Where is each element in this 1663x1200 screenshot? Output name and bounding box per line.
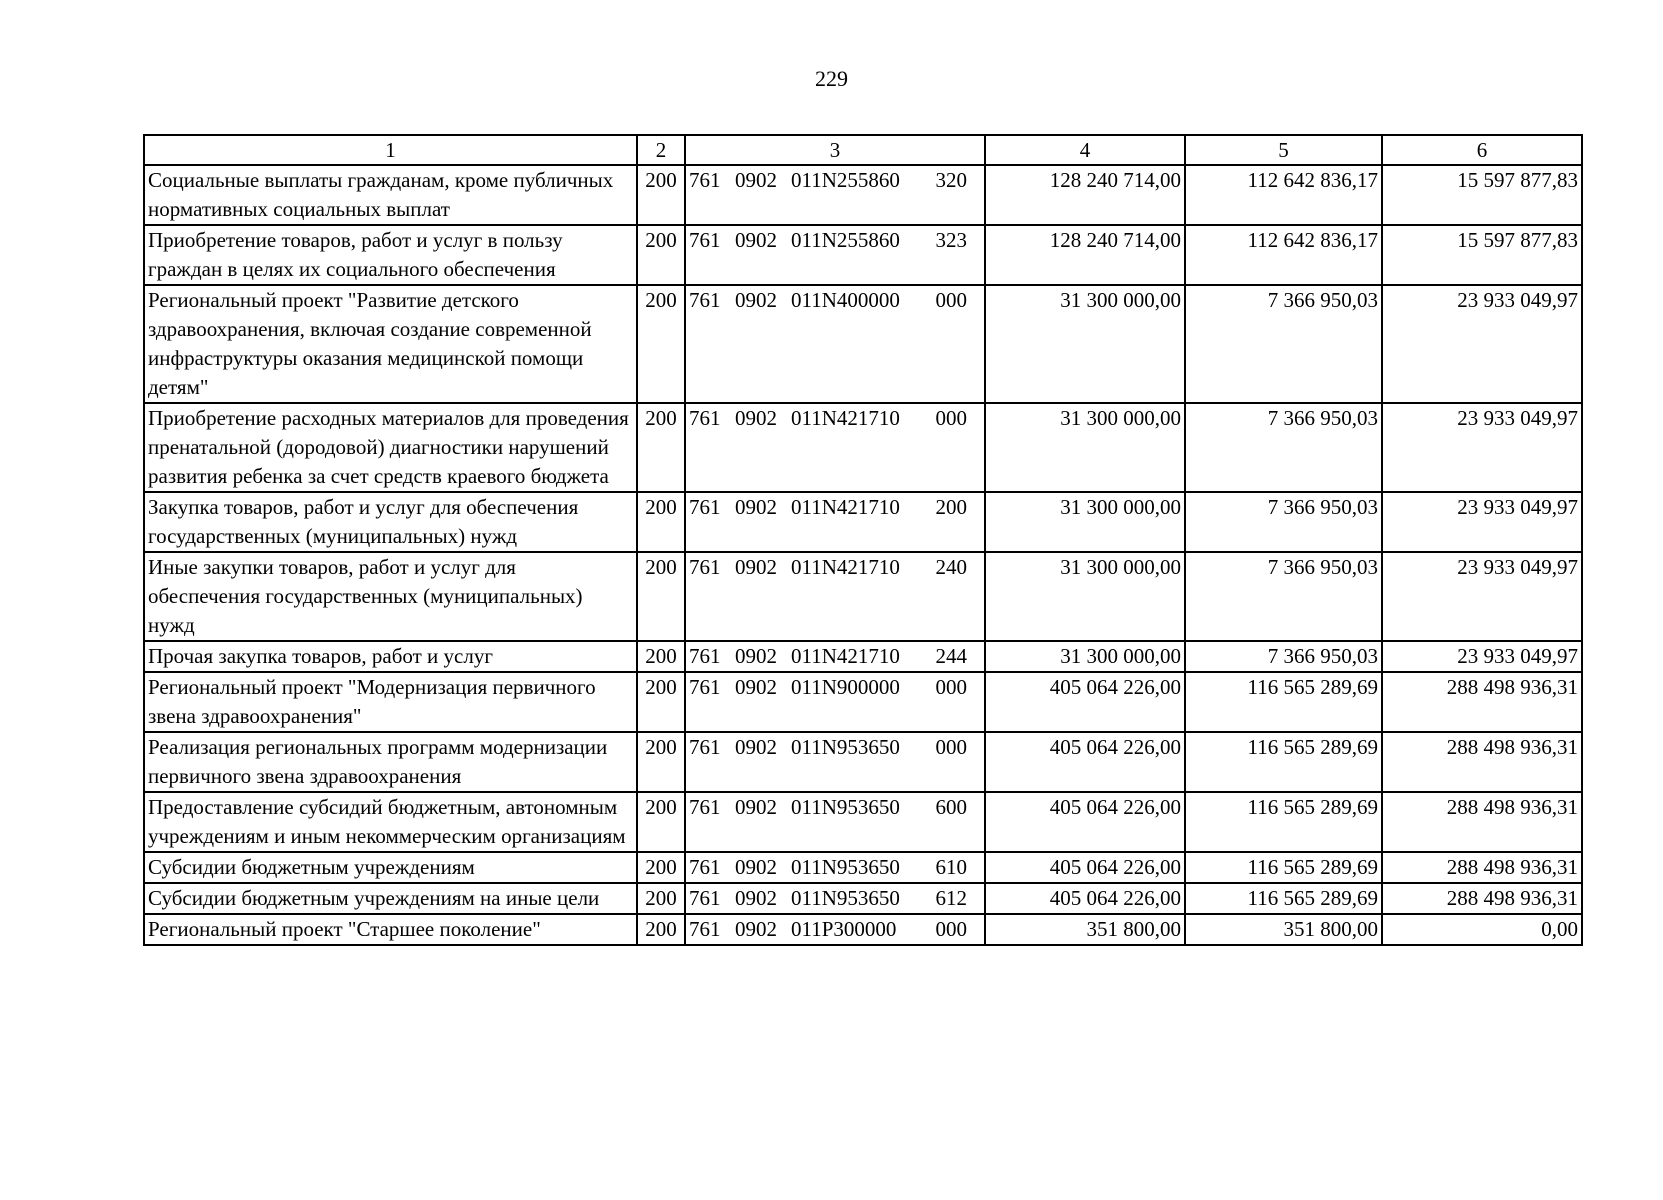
page-number: 229	[815, 66, 848, 91]
grbs-code: 761	[689, 644, 721, 668]
grbs-code: 761	[689, 675, 721, 699]
row-col2: 200	[637, 883, 685, 914]
grbs-code: 761	[689, 855, 721, 879]
expense-type-code: 612	[935, 886, 967, 910]
target-article-code: 011N400000	[791, 288, 900, 312]
row-col4-amount: 128 240 714,00	[985, 165, 1185, 225]
expense-type-code: 200	[935, 495, 967, 519]
row-col5-amount: 7 366 950,03	[1185, 403, 1382, 492]
row-col5-amount: 7 366 950,03	[1185, 492, 1382, 552]
expense-type-code: 000	[935, 288, 967, 312]
grbs-code: 761	[689, 735, 721, 759]
row-col6-amount: 288 498 936,31	[1382, 883, 1582, 914]
expense-type-code: 244	[935, 644, 967, 668]
row-col6-amount: 288 498 936,31	[1382, 852, 1582, 883]
section-code: 0902	[735, 168, 777, 192]
target-article-code: 011N421710	[791, 644, 900, 668]
row-col6-amount: 288 498 936,31	[1382, 792, 1582, 852]
section-code: 0902	[735, 495, 777, 519]
target-article-code: 011N900000	[791, 675, 900, 699]
table-body	[144, 165, 1582, 945]
column-header-1: 1	[144, 135, 637, 165]
row-classification-code	[685, 285, 985, 403]
expense-type-code: 600	[935, 795, 967, 819]
table-row	[144, 285, 1582, 403]
section-code: 0902	[735, 917, 777, 941]
row-col5-amount: 116 565 289,69	[1185, 732, 1382, 792]
row-col6-amount: 0,00	[1382, 914, 1582, 945]
row-col6-amount: 23 933 049,97	[1382, 492, 1582, 552]
row-col4-amount: 31 300 000,00	[985, 285, 1185, 403]
row-name: Субсидии бюджетным учреждениям на иные цели	[144, 883, 637, 914]
row-classification-code	[685, 165, 985, 225]
row-col5-amount: 116 565 289,69	[1185, 672, 1382, 732]
grbs-code: 761	[689, 495, 721, 519]
row-name: Субсидии бюджетным учреждениям	[144, 852, 637, 883]
row-col4-amount: 31 300 000,00	[985, 403, 1185, 492]
section-code: 0902	[735, 855, 777, 879]
table-row	[144, 732, 1582, 792]
expense-type-code: 000	[935, 406, 967, 430]
section-code: 0902	[735, 228, 777, 252]
row-col2: 200	[637, 914, 685, 945]
row-col2: 200	[637, 285, 685, 403]
row-col5-amount: 116 565 289,69	[1185, 852, 1382, 883]
expense-type-code: 240	[935, 555, 967, 579]
target-article-code: 011N255860	[791, 228, 900, 252]
row-col2: 200	[637, 225, 685, 285]
row-col2: 200	[637, 492, 685, 552]
row-name: Предоставление субсидий бюджетным, автономным учреждениям и иным некоммерческим организациям	[144, 792, 637, 852]
row-col4-amount: 405 064 226,00	[985, 792, 1185, 852]
grbs-code: 761	[689, 288, 721, 312]
target-article-code: 011N953650	[791, 855, 900, 879]
row-col2: 200	[637, 672, 685, 732]
expense-type-code: 000	[935, 675, 967, 699]
section-code: 0902	[735, 644, 777, 668]
target-article-code: 011N953650	[791, 735, 900, 759]
row-col5-amount: 7 366 950,03	[1185, 641, 1382, 672]
table-row	[144, 165, 1582, 225]
row-col4-amount: 405 064 226,00	[985, 852, 1185, 883]
target-article-code: 011N421710	[791, 406, 900, 430]
column-header-6: 6	[1382, 135, 1582, 165]
row-col6-amount: 288 498 936,31	[1382, 672, 1582, 732]
row-col2: 200	[637, 852, 685, 883]
grbs-code: 761	[689, 228, 721, 252]
row-classification-code	[685, 672, 985, 732]
row-classification-code	[685, 883, 985, 914]
row-col2: 200	[637, 165, 685, 225]
row-col2: 200	[637, 792, 685, 852]
target-article-code: 011N953650	[791, 795, 900, 819]
column-header-5: 5	[1185, 135, 1382, 165]
expense-type-code: 320	[935, 168, 967, 192]
table-row	[144, 914, 1582, 945]
row-col4-amount: 405 064 226,00	[985, 732, 1185, 792]
row-name: Приобретение расходных материалов для проведения пренатальной (дородовой) диагностики нарушений развития ребенка за счет средств краевого бюджета	[144, 403, 637, 492]
row-classification-code	[685, 914, 985, 945]
grbs-code: 761	[689, 795, 721, 819]
expense-type-code: 610	[935, 855, 967, 879]
row-classification-code	[685, 792, 985, 852]
grbs-code: 761	[689, 917, 721, 941]
row-name: Иные закупки товаров, работ и услуг для обеспечения государственных (муниципальных) нужд	[144, 552, 637, 641]
row-col5-amount: 7 366 950,03	[1185, 552, 1382, 641]
row-name: Прочая закупка товаров, работ и услуг	[144, 641, 637, 672]
header-row	[144, 135, 1582, 165]
table-row	[144, 641, 1582, 672]
table-row	[144, 225, 1582, 285]
table-row	[144, 403, 1582, 492]
row-col6-amount: 15 597 877,83	[1382, 225, 1582, 285]
row-col4-amount: 405 064 226,00	[985, 672, 1185, 732]
table-row	[144, 852, 1582, 883]
table-row	[144, 552, 1582, 641]
section-code: 0902	[735, 735, 777, 759]
row-col4-amount: 31 300 000,00	[985, 552, 1185, 641]
row-name: Региональный проект "Развитие детского здравоохранения, включая создание современной инфраструктуры оказания медицинской помощи детям"	[144, 285, 637, 403]
row-col5-amount: 351 800,00	[1185, 914, 1382, 945]
row-classification-code	[685, 732, 985, 792]
row-classification-code	[685, 225, 985, 285]
row-col6-amount: 15 597 877,83	[1382, 165, 1582, 225]
section-code: 0902	[735, 675, 777, 699]
row-col4-amount: 31 300 000,00	[985, 492, 1185, 552]
column-header-4: 4	[985, 135, 1185, 165]
column-header-3: 3	[685, 135, 985, 165]
row-col6-amount: 23 933 049,97	[1382, 641, 1582, 672]
row-col6-amount: 23 933 049,97	[1382, 552, 1582, 641]
target-article-code: 011N255860	[791, 168, 900, 192]
table-row	[144, 792, 1582, 852]
row-classification-code	[685, 492, 985, 552]
row-col2: 200	[637, 732, 685, 792]
target-article-code: 011N421710	[791, 555, 900, 579]
column-header-2: 2	[637, 135, 685, 165]
row-col6-amount: 23 933 049,97	[1382, 285, 1582, 403]
expense-type-code: 323	[935, 228, 967, 252]
row-classification-code	[685, 403, 985, 492]
row-name: Региональный проект "Модернизация первичного звена здравоохранения"	[144, 672, 637, 732]
row-col5-amount: 112 642 836,17	[1185, 165, 1382, 225]
row-classification-code	[685, 641, 985, 672]
section-code: 0902	[735, 406, 777, 430]
row-col5-amount: 116 565 289,69	[1185, 792, 1382, 852]
row-col6-amount: 23 933 049,97	[1382, 403, 1582, 492]
row-name: Социальные выплаты гражданам, кроме публичных нормативных социальных выплат	[144, 165, 637, 225]
row-col4-amount: 351 800,00	[985, 914, 1185, 945]
table-row	[144, 883, 1582, 914]
row-col5-amount: 112 642 836,17	[1185, 225, 1382, 285]
row-classification-code	[685, 852, 985, 883]
target-article-code: 011P300000	[791, 917, 897, 941]
row-col2: 200	[637, 552, 685, 641]
row-col6-amount: 288 498 936,31	[1382, 732, 1582, 792]
row-col4-amount: 405 064 226,00	[985, 883, 1185, 914]
target-article-code: 011N421710	[791, 495, 900, 519]
section-code: 0902	[735, 288, 777, 312]
row-col2: 200	[637, 641, 685, 672]
row-col5-amount: 116 565 289,69	[1185, 883, 1382, 914]
section-code: 0902	[735, 795, 777, 819]
grbs-code: 761	[689, 406, 721, 430]
table-row	[144, 492, 1582, 552]
row-col4-amount: 31 300 000,00	[985, 641, 1185, 672]
grbs-code: 761	[689, 886, 721, 910]
row-col5-amount: 7 366 950,03	[1185, 285, 1382, 403]
grbs-code: 761	[689, 555, 721, 579]
row-classification-code	[685, 552, 985, 641]
table-row	[144, 672, 1582, 732]
row-name: Региональный проект "Старшее поколение"	[144, 914, 637, 945]
expense-type-code: 000	[935, 735, 967, 759]
expense-type-code: 000	[935, 917, 967, 941]
row-col4-amount: 128 240 714,00	[985, 225, 1185, 285]
grbs-code: 761	[689, 168, 721, 192]
budget-table	[143, 134, 1583, 946]
section-code: 0902	[735, 555, 777, 579]
row-name: Приобретение товаров, работ и услуг в пользу граждан в целях их социального обеспечения	[144, 225, 637, 285]
section-code: 0902	[735, 886, 777, 910]
target-article-code: 011N953650	[791, 886, 900, 910]
row-name: Реализация региональных программ модернизации первичного звена здравоохранения	[144, 732, 637, 792]
row-col2: 200	[637, 403, 685, 492]
row-name: Закупка товаров, работ и услуг для обеспечения государственных (муниципальных) нужд	[144, 492, 637, 552]
